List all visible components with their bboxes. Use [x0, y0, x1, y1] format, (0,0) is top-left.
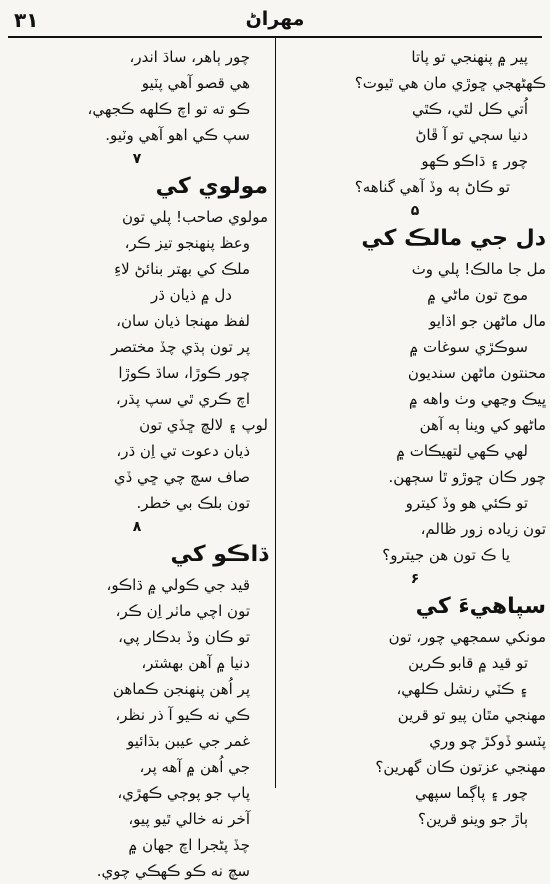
verse-line: ڪي نه ڪيو آ ذر نظر، — [115, 706, 250, 724]
verse-line: دل ۾ ذيان ڌر — [150, 286, 232, 304]
verse-line: اچ ڪري ٿي سپ پڌر، — [115, 390, 250, 408]
verse-line: موج تون ماڻي ۾ — [427, 286, 528, 304]
verse-line: ڪو ته تو اچ ڪلهه ڪجهي، — [87, 100, 250, 118]
verse-line: پر اُهن پنهنجن ڪماهن — [112, 680, 250, 698]
verse-line: چور ۽ پاڳما سپهي — [415, 784, 528, 802]
poem-number: ۵ — [410, 203, 420, 219]
left-column — [6, 44, 268, 884]
verse-line: تون زياده زور ظالم، — [420, 520, 546, 538]
poem-title: مولوي کي — [155, 174, 268, 199]
verse-line: غمر جي عيبن بڌائيو — [127, 732, 250, 750]
verse-line: محنتون ماڻهن سنديون — [407, 364, 546, 382]
poem-number: ۷ — [132, 151, 142, 167]
verse-line: پر تون ٻڌي چڏ مختصر — [111, 338, 250, 356]
verse-line: پٽسو ڏوکڙ چو وري — [429, 732, 546, 750]
verse-line: ٻاڙ جو وينو قرين؟ — [417, 810, 528, 828]
running-head — [0, 4, 550, 34]
verse-line: يا ڪ تون هن جيترو؟ — [382, 546, 510, 564]
verse-line: وعظ پنهنجو تيز ڪر، — [124, 234, 250, 252]
verse-line: تون بلڪ بي خطر. — [136, 494, 250, 512]
verse-line: چور ڪان ڇوڙو ٿا سڄهن. — [388, 468, 546, 486]
verse-line: آخر نه خالي ٿيو پيو، — [128, 810, 250, 828]
verse-line: سچ نه ڪو ڪهڪي چوي. — [96, 862, 250, 880]
poem-number: ۶ — [410, 571, 420, 587]
verse-line: پاپ جو پوڄي ڪهڙي، — [117, 784, 250, 802]
poem-title: سپاهيءَ کي — [415, 594, 546, 619]
verse-line: ڀيڪ وڃهي وٺ واهه ۾ — [408, 390, 546, 408]
poem-title: ڌاڪو کي — [170, 542, 268, 567]
verse-line: چڏ پڻجرا اچ جهان ۾ — [128, 836, 250, 854]
verse-line: تو قيد ۾ قابو ڪرين — [408, 654, 528, 672]
verse-line: لوپ ۽ لالچ ڇڏي تون — [139, 416, 268, 434]
verse-line: مال ماڻهن جو اڌايو — [429, 312, 546, 330]
verse-line: سپ ڪي اهو آهي وٽيو. — [105, 126, 250, 144]
verse-line: ملڪ کي بهتر بنائڻ لاءِ — [114, 260, 250, 278]
verse-line: قيد جي ڪولي ۾ ڌاڪو، — [106, 576, 250, 594]
poem-title: دل جي مالڪ کي — [361, 226, 546, 251]
book-title: مهراڻ — [245, 8, 305, 30]
page-number: ۳۱ — [14, 8, 39, 32]
verse-line: مهنجي مٿان پيو تو قرين — [397, 706, 546, 724]
column-divider — [275, 38, 276, 788]
verse-line: جي اُهن ۾ آهه پر، — [139, 758, 250, 776]
verse-line: چور ۽ ڌاڪو ڪهو — [421, 152, 528, 170]
verse-line: دنيا ۾ آهن بهشتر، — [141, 654, 250, 672]
verse-line: پير ۾ پنهنجي تو پاتا — [411, 48, 528, 66]
verse-line: ماڻهو کي وينا ٻه آهن — [419, 416, 546, 434]
right-column — [284, 44, 546, 832]
verse-line: تو ڪئي هو وڏ کيترو — [405, 494, 528, 512]
verse-line: چور ڪوڙا، ساڌ ڪوڙا — [118, 364, 250, 382]
verse-line: مل جا مالڪ! پلي وٺ — [411, 260, 546, 278]
verse-line: تو ڪاڻ ٻه وڏ آهي گناهه؟ — [354, 178, 510, 196]
verse-line: مولوي صاحب! پلي تون — [121, 208, 268, 226]
verse-line: سوڪڙي سوغات ۾ — [409, 338, 528, 356]
verse-line: ذيان دعوت تي اِن ڌر، — [116, 442, 250, 460]
verse-line: تون اچي ماٺر اِن ڪر، — [115, 602, 250, 620]
verse-line: لفظ مهنجا ذيان سان، — [116, 312, 250, 330]
verse-line: دنيا سڄي تو آ ڦاڻ — [415, 126, 528, 144]
verse-line: تو ڪان وڏ بدڪار پي، — [118, 628, 250, 646]
verse-line: ۽ ڪٽي رنشل ڪلهي، — [396, 680, 528, 698]
verse-line: هي قصو آهي پٽيو — [141, 74, 250, 92]
verse-line: مهنجي عزتون ڪان گهرين؟ — [375, 758, 546, 776]
verse-line: لهي ڪهي لتهيڪات ۾ — [396, 442, 528, 460]
verse-line: ڪهڻهجي ڇوڙي مان هي ٿيوت؟ — [354, 74, 546, 92]
verse-line: صاف سچ چي ڇي ڏي — [113, 468, 250, 486]
poem-number: ۸ — [132, 519, 142, 535]
verse-line: چور ٻاهر، ساڌ اندر، — [129, 48, 250, 66]
verse-line: اُتي ڪل لٿي، ڪٿي — [411, 100, 528, 118]
verse-line: مونکي سمجهي چور، تون — [388, 628, 546, 646]
